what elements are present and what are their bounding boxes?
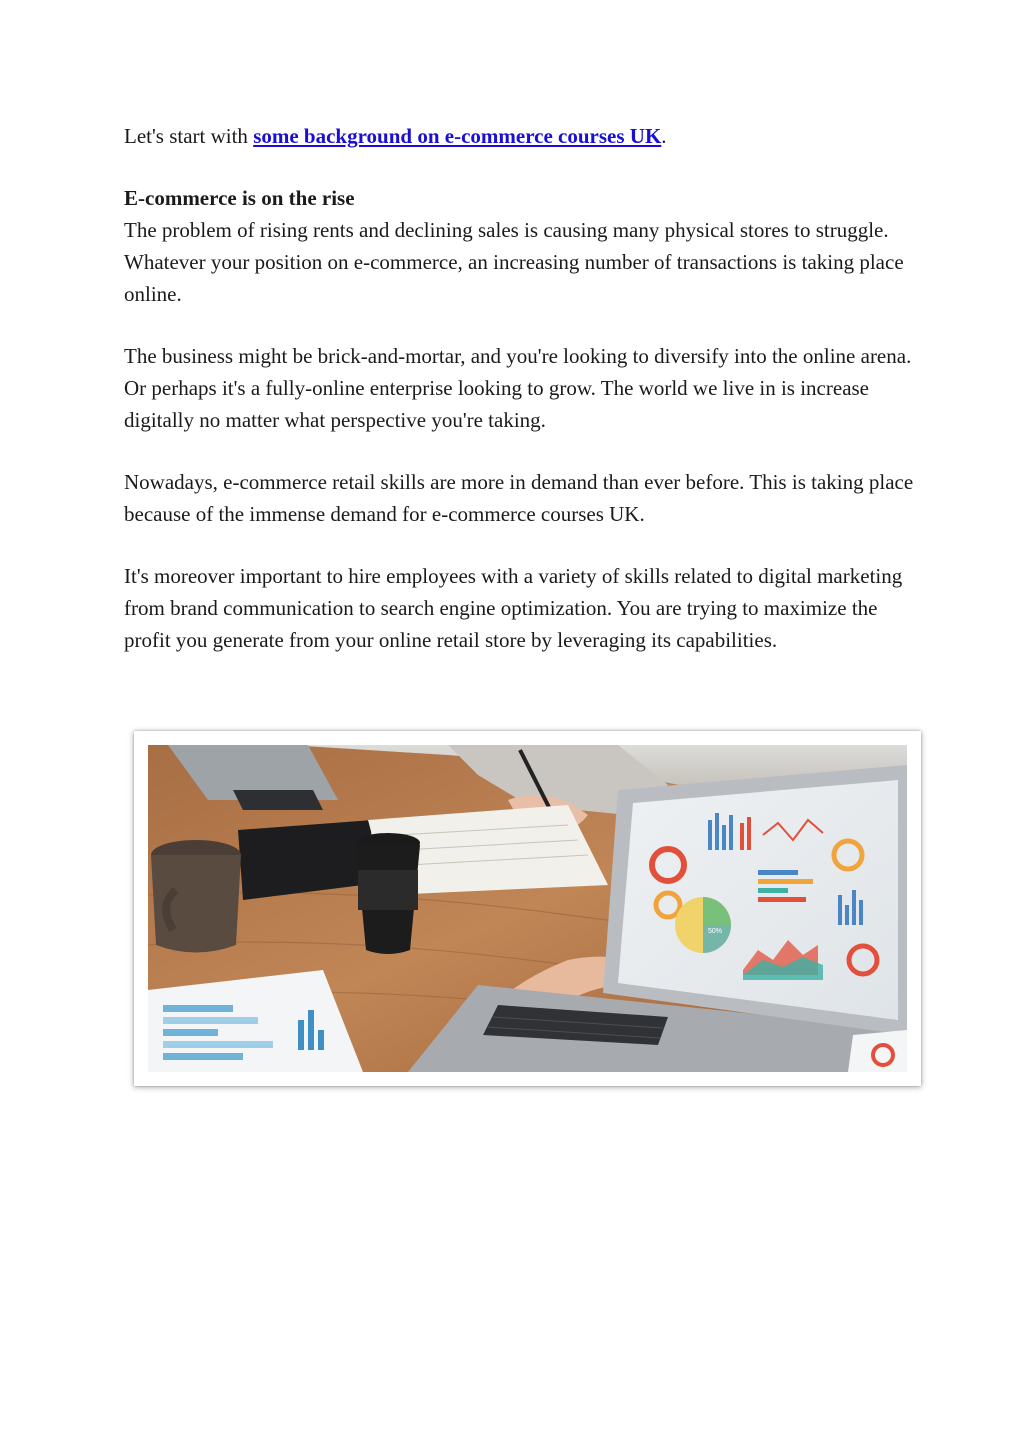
photo-illustration [148, 745, 907, 1072]
paragraph-3: Nowadays, e-commerce retail skills are more in demand than ever before. This is taking place because of the immense demand for e-commerce courses UK. [124, 470, 914, 526]
paragraph-4: It's moreover important to hire employees with a variety of skills related to digital marketing from brand communication to search engine optimization. You are trying to maximize the profit you generate from your online retail store by leveraging its capabilities. [124, 564, 903, 652]
paragraph-2: The business might be brick-and-mortar, and you're looking to diversify into the online arena. Or perhaps it's a fully-online enterprise looking to grow. The world we live in is increase digitally no matter what perspective you're taking. [124, 344, 912, 432]
section-heading: E-commerce is on the rise [124, 186, 355, 210]
article-body [124, 120, 914, 686]
pie-percent-label: 50% [708, 928, 723, 935]
intro-prefix: Let's start with [124, 124, 254, 148]
paragraph-1: The problem of rising rents and declining sales is causing many physical stores to struggle. Whatever your position on e-commerce, an increasing number of transactions is taking place online. [124, 218, 904, 306]
office-desk-photo [148, 745, 907, 1072]
report-corner [848, 1030, 907, 1072]
background-link[interactable]: some background on e-commerce courses UK [253, 124, 662, 148]
cup-sleeve [358, 870, 418, 910]
background-laptop-keys [233, 790, 323, 810]
photo-frame [134, 731, 921, 1086]
intro-line [124, 120, 914, 152]
intro-suffix: . [661, 124, 667, 148]
